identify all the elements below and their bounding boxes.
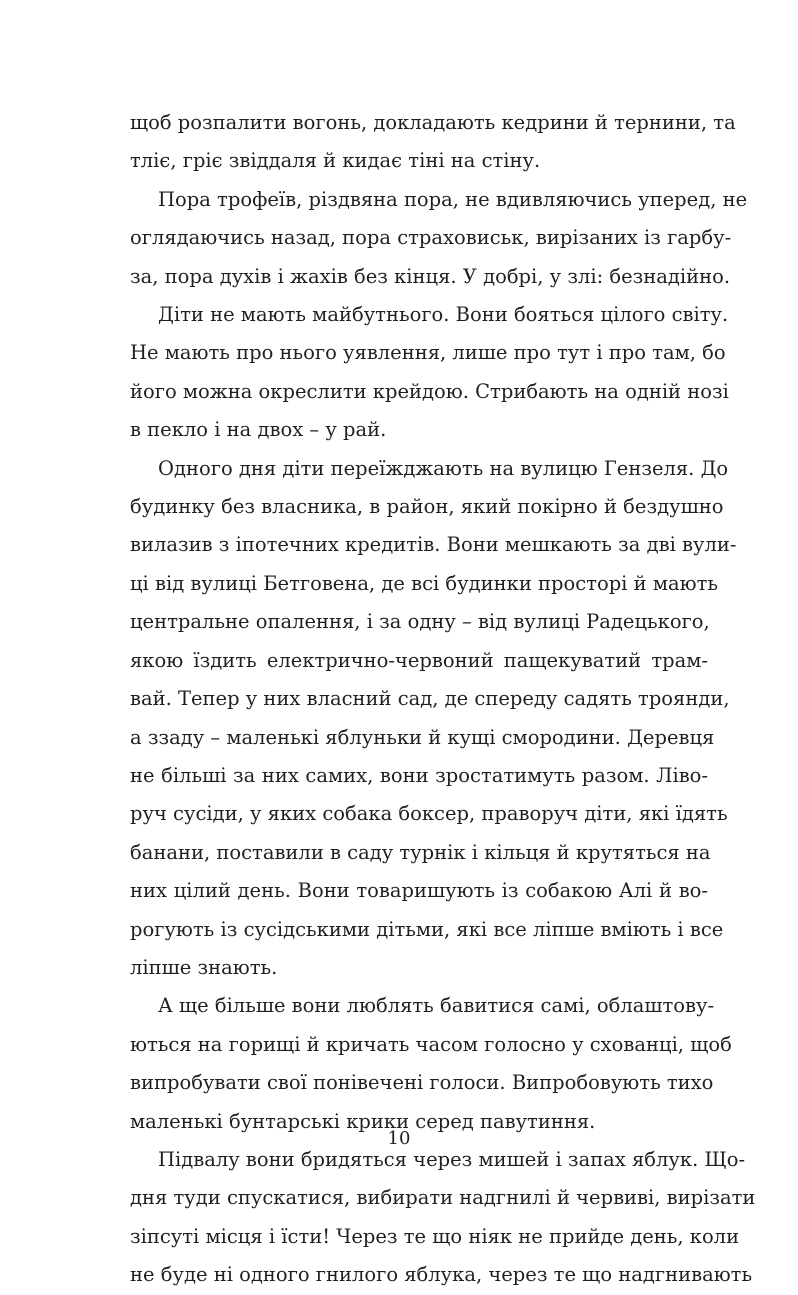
- text-line: зіпсуті місця і їсти! Через те що ніяк не прийде день, коли: [130, 1224, 740, 1248]
- text-line: банани, поставили в саду турнік і кільця й крутяться на: [130, 840, 711, 864]
- body-text: [130, 104, 756, 1295]
- text-line: тліє, гріє звіддаля й кидає тіні на стіну.: [130, 149, 541, 173]
- text-line: вай. Тепер у них власний сад, де спереду садять троянди,: [130, 687, 730, 711]
- text-line: центральне опалення, і за одну – від вулиці Радецького,: [130, 610, 710, 634]
- text-line: маленькі бунтарські крики серед павутиння.: [130, 1109, 596, 1133]
- text-line: якою їздить електрично-червоний пащекуватий трам-: [130, 648, 708, 672]
- text-line: не буде ні одного гнилого яблука, через те що надгнивають: [130, 1263, 753, 1287]
- text-line: А ще більше вони люблять бавитися самі, облаштову-: [158, 994, 715, 1018]
- paragraph: [130, 450, 737, 988]
- paragraph: [130, 987, 732, 1141]
- text-line: не більші за них самих, вони зростатимуть разом. Ліво-: [130, 763, 708, 787]
- paragraph: [130, 296, 729, 450]
- text-line: Пора трофеїв, різдвяна пора, не вдивляючись уперед, не: [158, 187, 748, 211]
- text-line: його можна окреслити крейдою. Стрибають на одній нозі: [130, 379, 729, 403]
- text-line: в пекло і на двох – у рай.: [130, 418, 387, 442]
- text-line: ці від вулиці Бетговена, де всі будинки просторі й мають: [130, 571, 718, 595]
- paragraph: [130, 181, 748, 296]
- text-line: а ззаду – маленькі яблуньки й кущі смородини. Деревця: [130, 725, 715, 749]
- text-line: будинку без власника, в район, який покірно й бездушно: [130, 495, 724, 519]
- text-line: рогують із сусідськими дітьми, які все ліпше вміють і все: [130, 917, 724, 941]
- text-line: ліпше знають.: [130, 955, 278, 979]
- text-line: Діти не мають майбутнього. Вони бояться цілого світу.: [158, 303, 729, 327]
- text-line: ються на горищі й кричать часом голосно у схованці, щоб: [130, 1032, 732, 1056]
- text-line: оглядаючись назад, пора страховиськ, вирізаних із гарбу-: [130, 226, 732, 250]
- text-line: Не мають про нього уявлення, лише про тут і про там, бо: [130, 341, 726, 365]
- text-line: випробувати свої понівечені голоси. Випробовують тихо: [130, 1071, 714, 1095]
- text-line: дня туди спускатися, вибирати надгнилі й червиві, вирізати: [130, 1186, 756, 1210]
- text-line: вилазив з іпотечних кредитів. Вони мешкають за дві вули-: [130, 533, 737, 557]
- text-line: за, пора духів і жахів без кінця. У добрі, у злі: безнадійно.: [130, 264, 731, 288]
- paragraph: [130, 1141, 756, 1295]
- text-line: щоб розпалити вогонь, докладають кедрини й тернини, та: [130, 111, 736, 134]
- page-number: 10: [387, 1128, 411, 1149]
- text-line: руч сусіди, у яких собака боксер, праворуч діти, які їдять: [130, 802, 728, 826]
- paragraph: [130, 104, 736, 181]
- text-line: Підвалу вони бридяться через мишей і запах яблук. Що-: [158, 1147, 746, 1171]
- text-line: Одного дня діти переїжджають на вулицю Гензеля. До: [158, 456, 729, 480]
- text-line: них цілий день. Вони товаришують із собакою Алі й во-: [130, 879, 708, 903]
